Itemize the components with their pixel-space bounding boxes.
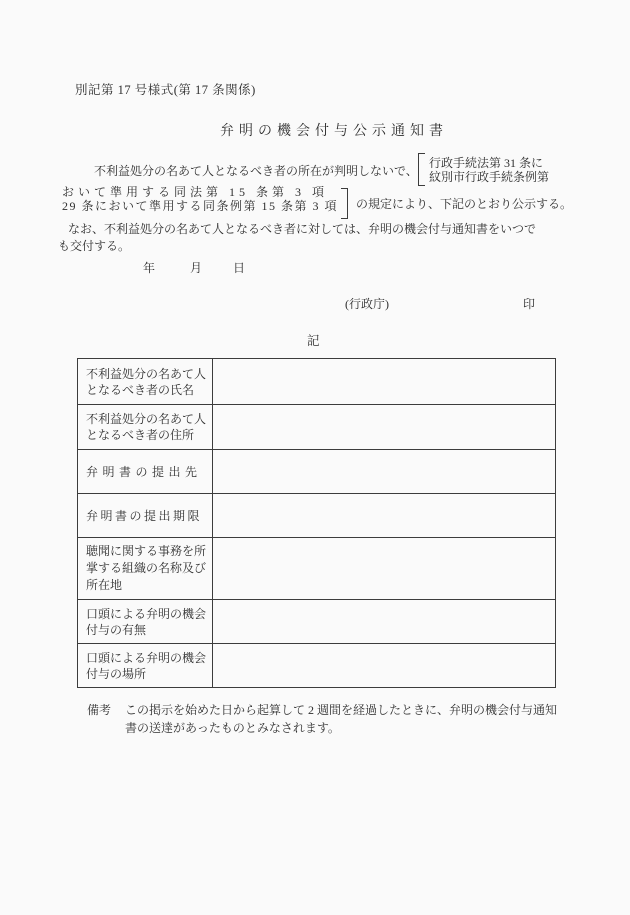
open-bracket — [418, 153, 425, 186]
citation-alt1-top: 行政手続法第 31 条に — [429, 156, 544, 170]
seal-mark: 印 — [523, 297, 536, 311]
row-value-name — [213, 359, 555, 404]
paragraph1-line1: 不利益処分の名あて人となるべき者の所在が判明しないで、 — [94, 164, 418, 178]
row-label-address: 不利益処分の名あて人となるべき者の住所 — [78, 404, 213, 449]
row-label-name: 不利益処分の名あて人となるべき者の氏名 — [78, 359, 213, 404]
page-title: 弁明の機会付与公示通知書 — [220, 124, 448, 139]
row-label-office: 聴聞に関する事務を所掌する組織の名称及び所在地 — [78, 537, 213, 599]
date-month-label: 月 — [190, 261, 203, 275]
row-label-oral-place: 口頭による弁明の機会付与の場所 — [78, 643, 213, 687]
paragraph1-closing: の規定により、下記のとおり公示する。 — [356, 197, 573, 211]
citation-alt1-bottom: おいて準用する同法第 15 条第 3 項 — [62, 185, 329, 199]
citation-alt2-bottom: 29 条において準用する同条例第 15 条第 3 項 — [62, 199, 339, 213]
row-label-oral-availability: 口頭による弁明の機会付与の有無 — [78, 599, 213, 643]
row-value-oral-availability — [213, 599, 555, 643]
row-value-address — [213, 404, 555, 449]
remarks-line2: 書の送達があったものとみなされます。 — [125, 721, 340, 735]
close-bracket — [341, 188, 348, 219]
row-value-oral-place — [213, 643, 555, 687]
row-label-deadline: 弁明書の提出期限 — [78, 493, 213, 537]
record-marker: 記 — [307, 334, 320, 348]
date-year-label: 年 — [143, 261, 156, 275]
row-value-deadline — [213, 493, 555, 537]
row-label-submit-to: 弁明書の提出先 — [78, 449, 213, 493]
form-number: 別記第 17 号様式(第 17 条関係) — [75, 83, 256, 97]
paragraph2-line2: も交付する。 — [58, 239, 131, 253]
notice-table — [77, 358, 556, 688]
agency-label: (行政庁) — [345, 297, 389, 311]
citation-alt2-top: 紋別市行政手続条例第 — [429, 170, 550, 184]
remarks-line1: この掲示を始めた日から起算して 2 週間を経過したときに、弁明の機会付与通知 — [125, 703, 558, 717]
row-value-office — [213, 537, 555, 599]
paragraph2-line1: なお、不利益処分の名あて人となるべき者に対しては、弁明の機会付与通知書をいつで — [68, 222, 537, 236]
row-value-submit-to — [213, 449, 555, 493]
date-day-label: 日 — [233, 261, 246, 275]
remarks-label: 備考 — [87, 703, 112, 717]
